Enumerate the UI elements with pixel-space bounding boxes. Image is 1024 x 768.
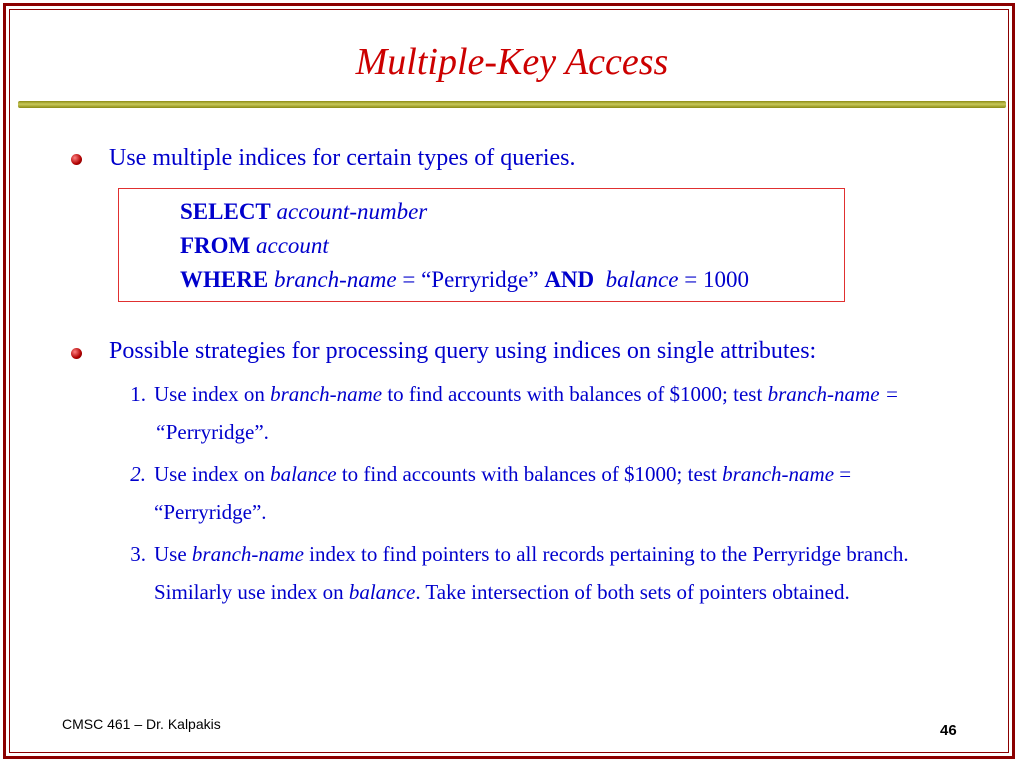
bullet-text-1: Use multiple indices for certain types of queries.	[109, 145, 576, 171]
item-3-italic-a: branch-name	[191, 542, 304, 566]
list-item-3	[154, 535, 914, 611]
where-attribute-2: balance	[605, 267, 679, 292]
bullet-icon	[71, 154, 82, 165]
item-2-text-b: to find accounts with balances of $1000; test	[336, 462, 723, 486]
sql-keyword-and: AND	[544, 267, 595, 292]
item-2-text-a: Use index on	[154, 462, 271, 486]
item-1-italic-a: branch-name	[270, 382, 383, 406]
where-equals-1: =	[396, 267, 422, 292]
sql-keyword-select: SELECT	[180, 199, 271, 224]
item-3-text-c: . Take intersection of both sets of pointers obtained.	[415, 580, 850, 604]
list-item-1	[154, 375, 914, 451]
query-from-line	[180, 231, 329, 261]
where-attribute-1: branch-name	[273, 267, 397, 292]
item-2-italic-a: balance	[270, 462, 337, 486]
from-table: account	[256, 233, 329, 258]
where-value-1: “Perryridge”	[421, 267, 545, 292]
list-item-2	[154, 455, 934, 531]
query-select-line	[180, 197, 427, 227]
title-divider	[18, 101, 1006, 108]
where-value-2: 1000	[702, 267, 749, 292]
slide-title: Multiple-Key Access	[355, 41, 669, 83]
item-number-1: 1.	[130, 382, 146, 406]
sql-keyword-where: WHERE	[180, 267, 269, 292]
item-2-text-c: = “Perryridge”.	[154, 462, 852, 524]
footer-course-label: CMSC 461 – Dr. Kalpakis	[62, 716, 221, 732]
where-equals-2: =	[678, 267, 703, 292]
bullet-text-2: Possible strategies for processing query using indices on single attributes:	[109, 338, 817, 364]
item-2-italic-b: branch-name	[722, 462, 835, 486]
item-1-text-a: Use index on	[154, 382, 271, 406]
bullet-icon	[71, 348, 82, 359]
item-1-text-c: Perryridge”.	[165, 420, 269, 444]
page-number: 46	[940, 722, 957, 739]
item-number-3: 3.	[130, 542, 146, 566]
item-3-text-a: Use	[154, 542, 192, 566]
item-3-text-b: index to find pointers to all records pertaining to the Perryridge branch. Similarly use index on	[154, 542, 909, 604]
item-1-italic-b: branch-name = “	[154, 382, 899, 444]
sql-keyword-from: FROM	[180, 233, 251, 258]
item-3-italic-b: balance	[348, 580, 416, 604]
select-attribute: account-number	[276, 199, 428, 224]
item-number-2: 2.	[130, 462, 146, 486]
item-1-text-b: to find accounts with balances of $1000; test	[382, 382, 768, 406]
query-where-line	[180, 265, 749, 295]
